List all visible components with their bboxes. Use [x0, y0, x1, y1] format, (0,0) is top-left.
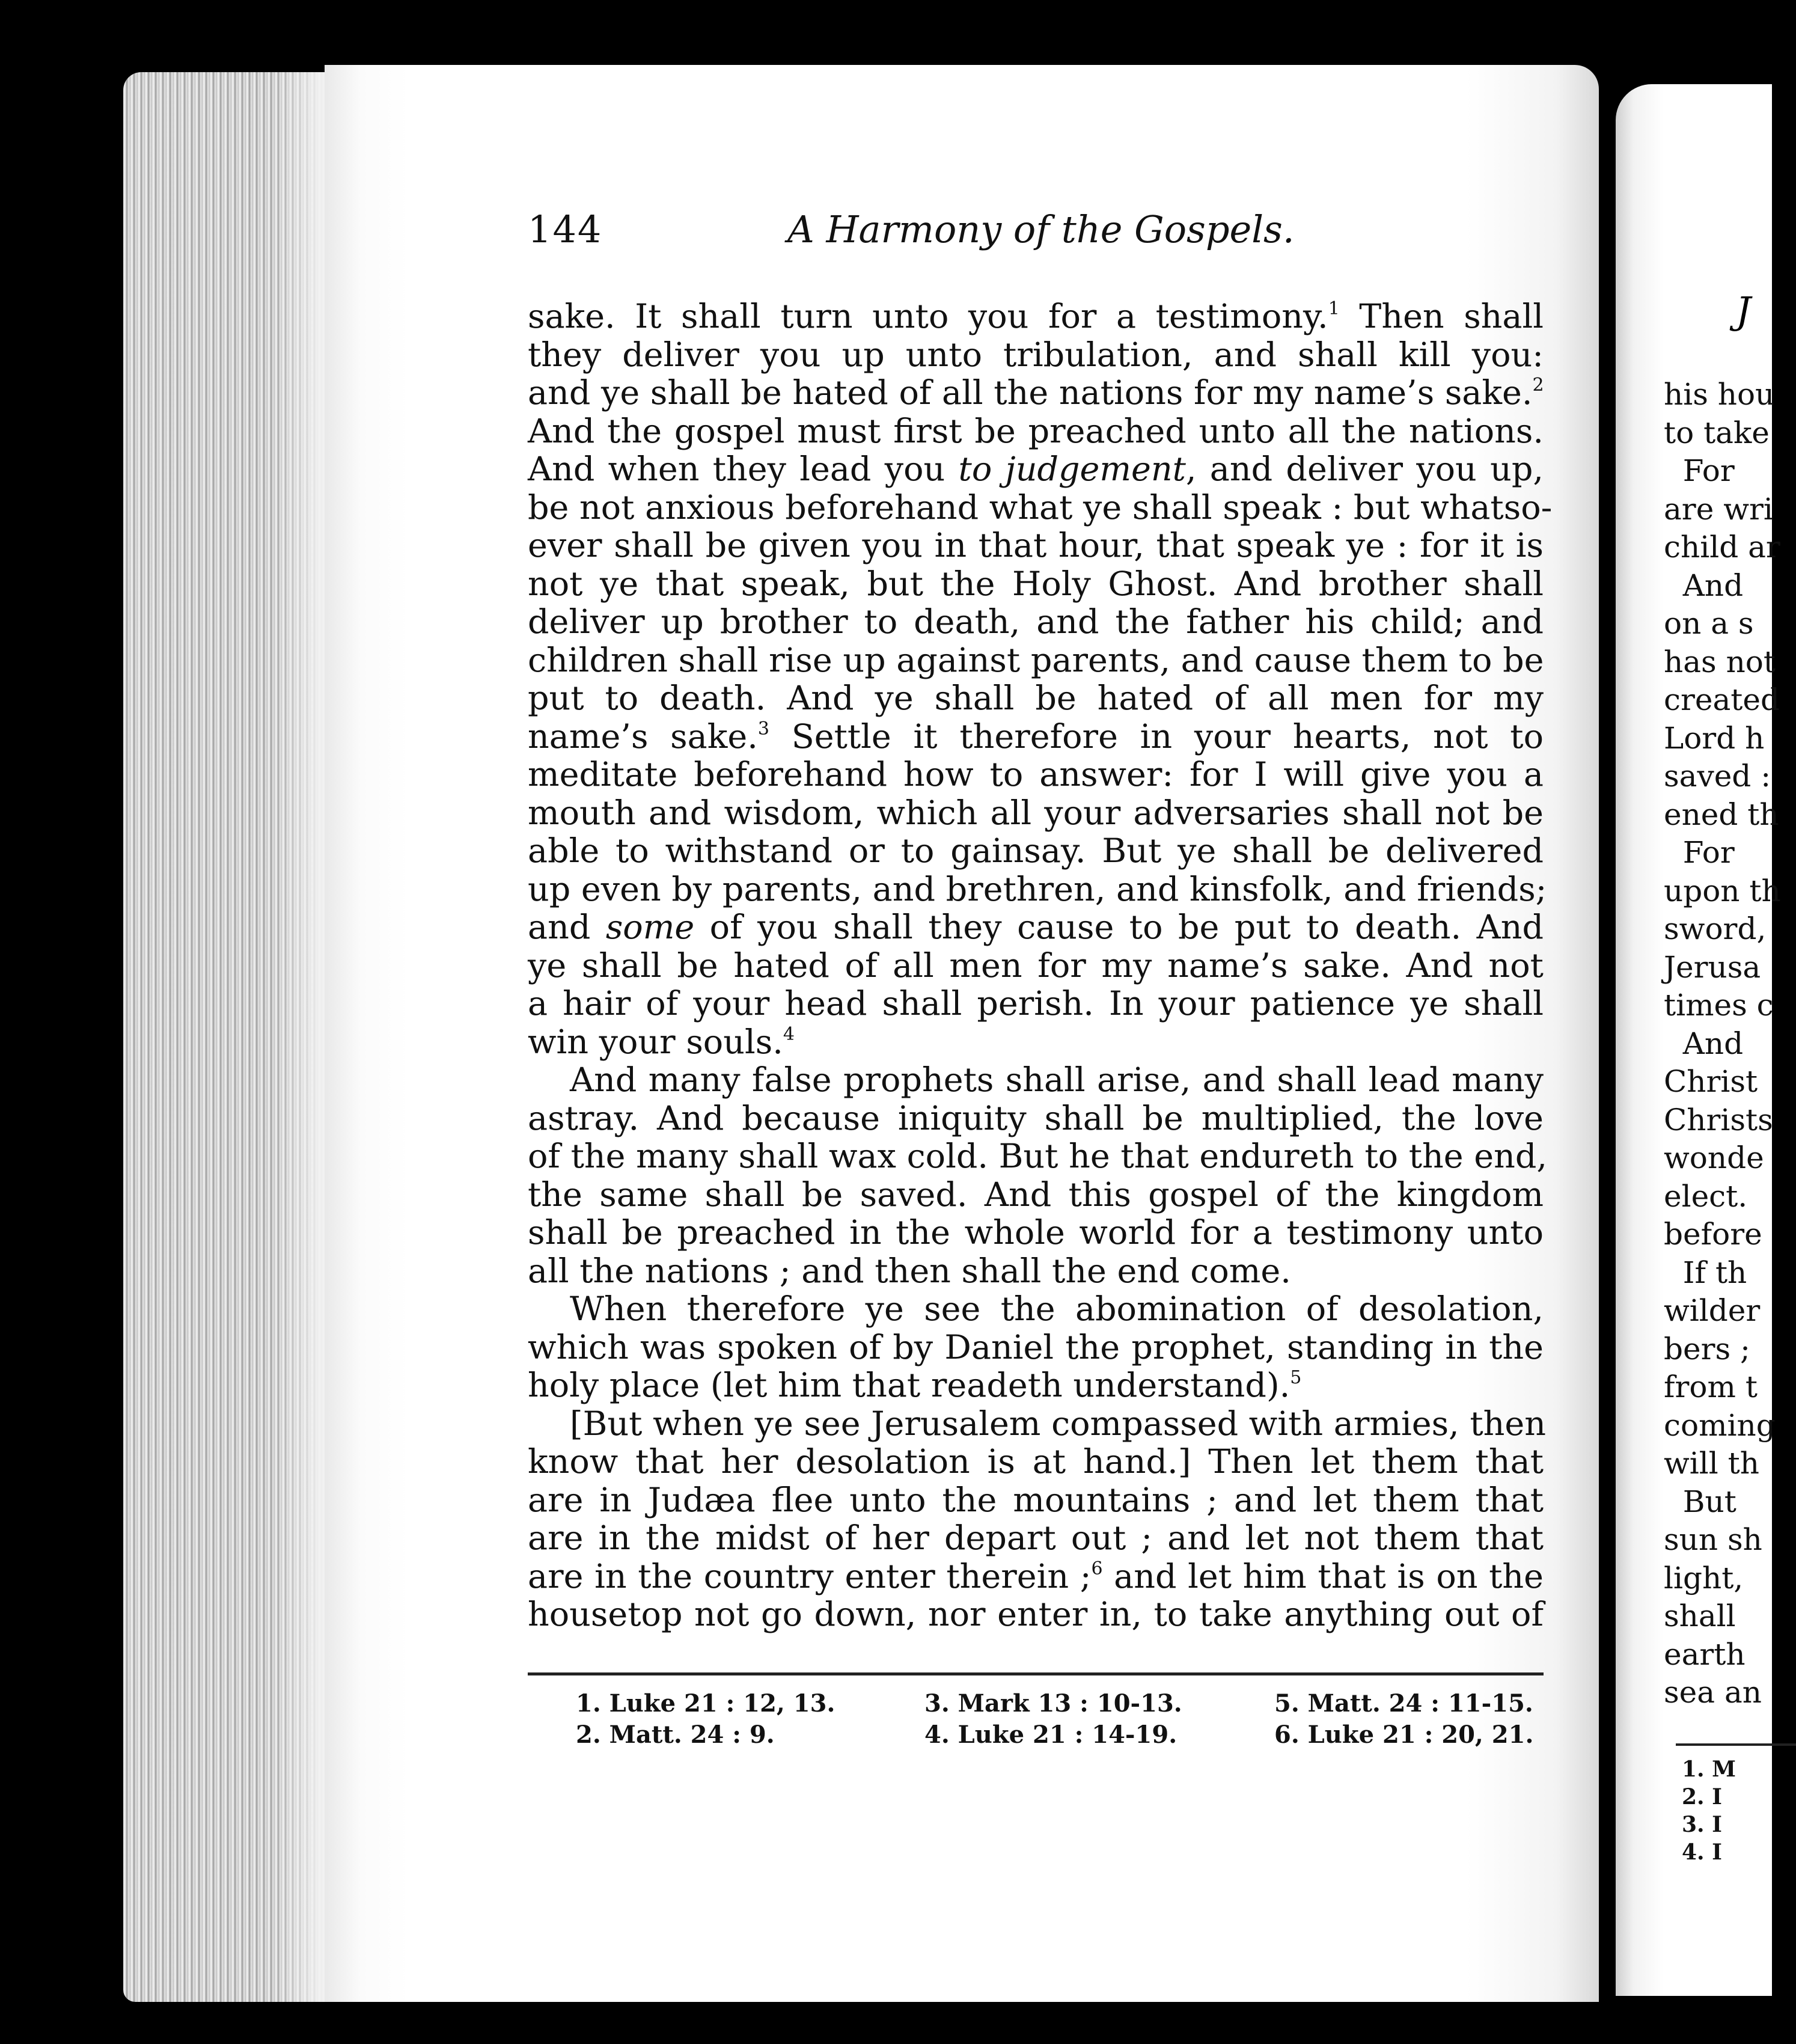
text-run: , and deliver you up, [1185, 450, 1544, 489]
text-line [528, 1481, 1544, 1520]
facing-text-line: wonde [1664, 1140, 1764, 1175]
text-run: able to withstand or to gainsay. But ye shall be delivered [528, 831, 1544, 871]
text-run: up even by parents, and brethren, and kinsfolk, and friends; [528, 869, 1547, 909]
footnote: 1. Luke 21 : 12, 13. [576, 1689, 835, 1718]
facing-text-line: shall [1664, 1599, 1736, 1633]
text-line [528, 679, 1544, 718]
text-line [528, 374, 1544, 412]
footnote: 4. Luke 21 : 14-19. [924, 1721, 1177, 1749]
facing-text-line: created [1664, 682, 1780, 717]
footnote-marker: 1 [1328, 298, 1340, 319]
facing-footnote: 1. M [1682, 1757, 1736, 1782]
facing-text-line: Jerusa [1664, 949, 1761, 985]
text-run: mouth and wisdom, which all your adversaries shall not be [528, 793, 1544, 833]
text-line [528, 488, 1553, 527]
facing-text-line: sun sh [1664, 1522, 1762, 1557]
italic-text: some [605, 908, 695, 947]
facing-text-line: will th [1664, 1446, 1759, 1481]
facing-text-line: But [1664, 1484, 1736, 1519]
text-run: shall be preached in the whole world for a testimony unto [528, 1213, 1544, 1252]
text-line [528, 756, 1544, 794]
text-line [528, 336, 1544, 375]
facing-text-line: ened th [1664, 797, 1779, 832]
text-line [528, 985, 1544, 1023]
facing-text-line: before [1664, 1217, 1762, 1252]
facing-footnote: 2. I [1682, 1784, 1722, 1810]
facing-text-line: coming [1664, 1407, 1776, 1443]
facing-text-line: sword, [1664, 911, 1767, 946]
footnote-rule [528, 1672, 1544, 1675]
text-line [528, 1061, 1544, 1100]
footnote-marker: 4 [783, 1023, 795, 1045]
facing-page-text [1664, 376, 1781, 1712]
running-title: A Harmony of the Gospels. [787, 207, 1295, 251]
text-run: the same shall be saved. And this gospel of the kingdom [528, 1175, 1544, 1214]
text-run: are in the midst of her depart out ; and let not them that [528, 1519, 1544, 1558]
text-line [528, 947, 1544, 985]
text-line [528, 527, 1544, 565]
text-line [528, 1558, 1544, 1596]
text-run: not ye that speak, but the Holy Ghost. And brother shall [528, 564, 1544, 604]
footnote-marker: 6 [1091, 1558, 1103, 1579]
page-number: 144 [528, 207, 603, 251]
text-run: Settle it therefore in your hearts, not to [769, 717, 1544, 756]
text-line [528, 565, 1544, 604]
footnote: 5. Matt. 24 : 11-15. [1274, 1689, 1533, 1718]
facing-text-line: elect. [1664, 1178, 1748, 1214]
text-run: holy place (let him that readeth understand). [528, 1366, 1290, 1405]
text-line [528, 1252, 1544, 1291]
text-run: of you shall they cause to be put to death. And [694, 908, 1544, 947]
facing-text-line: And [1664, 568, 1744, 603]
facing-footnotes [1682, 1755, 1736, 1866]
text-run: And the gospel must first be preached unto all the nations. [528, 411, 1544, 451]
text-line [528, 450, 1544, 489]
text-line [528, 603, 1544, 641]
facing-text-line: bers ; [1664, 1331, 1750, 1366]
facing-text-line: light, [1664, 1560, 1744, 1596]
text-line [528, 1176, 1544, 1214]
text-run: and ye shall be hated of all the nations for my name’s sake. [528, 373, 1533, 412]
text-run: children shall rise up against parents, and cause them to be [528, 640, 1544, 680]
facing-text-line: For [1664, 835, 1735, 870]
facing-text-line: to take [1664, 415, 1770, 450]
facing-text-line: wilder [1664, 1293, 1761, 1328]
text-line [528, 1290, 1544, 1329]
footnote-column [576, 1688, 835, 1751]
footnote-column [1274, 1688, 1533, 1751]
facing-text-line: on a s [1664, 606, 1754, 641]
text-line [528, 1443, 1544, 1481]
facing-text-line: his hou [1664, 377, 1775, 412]
footnote-marker: 3 [757, 718, 769, 739]
book-page-edges [123, 72, 346, 2002]
text-run: and let him that is on the [1102, 1556, 1544, 1596]
text-run: all the nations ; and then shall the end come. [528, 1251, 1291, 1291]
text-run: When therefore ye see the abomination of desolation, [570, 1290, 1544, 1329]
footnote-marker: 2 [1532, 375, 1544, 396]
facing-running-head: J [1736, 289, 1751, 332]
facing-text-line: are wri [1664, 491, 1773, 527]
footnote: 6. Luke 21 : 20, 21. [1274, 1721, 1534, 1749]
text-line [528, 718, 1544, 756]
facing-text-line: For [1664, 453, 1735, 488]
text-run: be not anxious beforehand what ye shall speak : but whatso- [528, 488, 1553, 527]
facing-text-line: saved : [1664, 759, 1771, 794]
text-run: ever shall be given you in that hour, that speak ye : for it is [528, 526, 1544, 565]
footnote: 2. Matt. 24 : 9. [576, 1721, 775, 1749]
text-run: are in the country enter therein ; [528, 1556, 1092, 1596]
facing-text-line: Christs [1664, 1102, 1773, 1137]
text-line [528, 1137, 1548, 1176]
facing-text-line: sea an [1664, 1675, 1762, 1710]
text-line [528, 794, 1544, 833]
text-line [528, 1023, 1544, 1062]
text-run: which was spoken of by Daniel the prophet, standing in the [528, 1327, 1544, 1367]
facing-text-line: child ar [1664, 530, 1780, 565]
footnote-marker: 5 [1290, 1367, 1302, 1388]
footnote-column [924, 1688, 1182, 1751]
facing-text-line: has not [1664, 644, 1776, 679]
facing-text-line: And [1664, 1026, 1744, 1061]
text-run: deliver up brother to death, and the father his child; and [528, 602, 1544, 641]
text-run: meditate beforehand how to answer: for I will give you a [528, 755, 1544, 794]
italic-text: to judgement [958, 450, 1186, 489]
facing-footnote-rule [1676, 1743, 1796, 1746]
facing-text-line: Christ [1664, 1064, 1758, 1099]
text-line [528, 1366, 1544, 1405]
text-run: astray. And because iniquity shall be multiplied, the love [528, 1098, 1544, 1138]
text-line [528, 641, 1544, 680]
facing-footnote: 4. I [1682, 1840, 1722, 1865]
text-run: of the many shall wax cold. But he that endureth to the end, [528, 1137, 1548, 1176]
facing-text-line: Lord h [1664, 720, 1765, 756]
facing-text-line: earth [1664, 1636, 1746, 1672]
facing-text-line: times c [1664, 988, 1774, 1023]
text-line [528, 1100, 1544, 1138]
text-line [528, 908, 1544, 947]
text-run: win your souls. [528, 1022, 783, 1062]
text-run: name’s sake. [528, 717, 758, 756]
text-line [528, 412, 1544, 451]
text-run: and [528, 908, 606, 947]
facing-text-line: from t [1664, 1369, 1758, 1404]
text-run: housetop not go down, nor enter in, to take anything out of [528, 1595, 1544, 1634]
text-line [528, 1329, 1544, 1367]
text-run: [But when ye see Jerusalem compassed with armies, then [570, 1404, 1546, 1443]
text-run: are in Judæa flee unto the mountains ; and let them that [528, 1480, 1544, 1520]
facing-page [1616, 84, 1781, 1996]
text-run: And when they lead you [528, 450, 959, 489]
text-line [528, 298, 1544, 336]
text-run: they deliver you up unto tribulation, and shall kill you: [528, 335, 1544, 375]
text-line [528, 1214, 1544, 1252]
text-line [528, 1519, 1544, 1558]
text-line [528, 832, 1544, 871]
text-line [528, 1405, 1544, 1443]
facing-text-line: upon th [1664, 873, 1781, 908]
text-run: put to death. And ye shall be hated of all men for my [528, 679, 1544, 718]
text-run: Then shall [1339, 297, 1544, 336]
body-text [528, 297, 1553, 1634]
text-run: know that her desolation is at hand.] Then let them that [528, 1442, 1544, 1481]
facing-text-line: If th [1664, 1255, 1747, 1290]
text-run: sake. It shall turn unto you for a testimony. [528, 297, 1328, 336]
text-run: ye shall be hated of all men for my name’s sake. And not [528, 946, 1544, 985]
text-line [528, 869, 1547, 909]
facing-footnote: 3. I [1682, 1812, 1722, 1837]
text-run: And many false prophets shall arise, and shall lead many [570, 1060, 1544, 1100]
text-line [528, 1596, 1544, 1634]
text-run: a hair of your head shall perish. In your patience ye shall [528, 984, 1544, 1023]
footnote: 3. Mark 13 : 10-13. [924, 1689, 1182, 1718]
